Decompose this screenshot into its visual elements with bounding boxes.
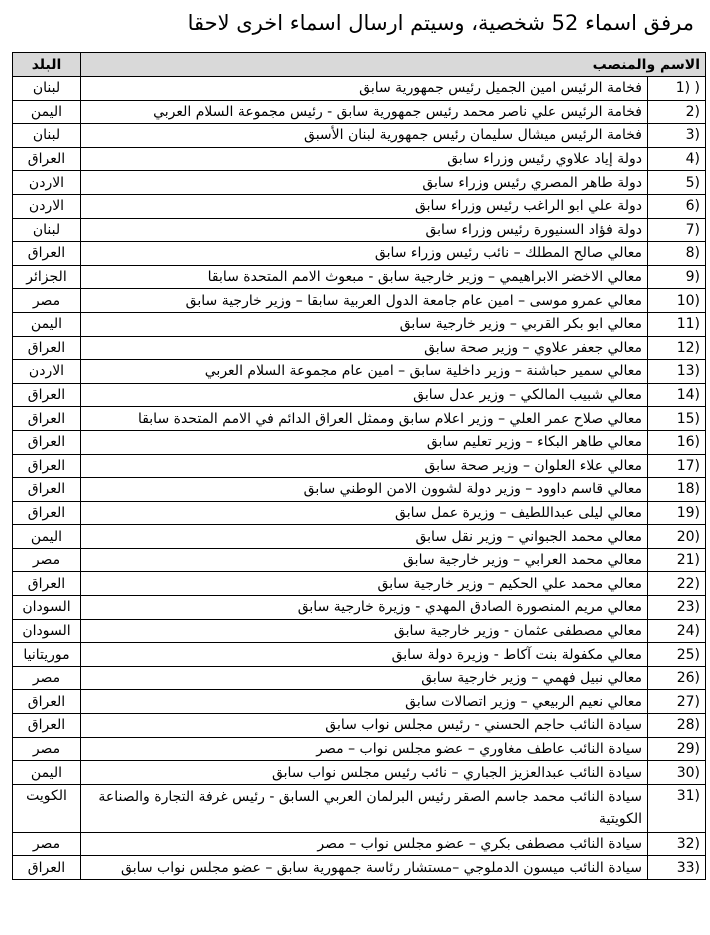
row-country: العراق bbox=[13, 478, 81, 502]
row-number: 16) bbox=[648, 430, 706, 454]
row-number: 10) bbox=[648, 289, 706, 313]
table-row bbox=[13, 430, 706, 454]
row-number: 6) bbox=[648, 194, 706, 218]
row-number: 28) bbox=[648, 714, 706, 738]
row-country: العراق bbox=[13, 336, 81, 360]
row-name-position: معالي شبيب المالكي – وزير عدل سابق bbox=[81, 383, 648, 407]
row-number: 7) bbox=[648, 218, 706, 242]
row-country: السودان bbox=[13, 596, 81, 620]
row-name-position: معالي صلاح عمر العلي – وزير اعلام سابق وممثل العراق الدائم في الامم المتحدة سابقا bbox=[81, 407, 648, 431]
table-row bbox=[13, 832, 706, 856]
row-number: 24) bbox=[648, 619, 706, 643]
row-number: 27) bbox=[648, 690, 706, 714]
row-name-position: دولة إياد علاوي رئيس وزراء سابق bbox=[81, 147, 648, 171]
row-number: 33) bbox=[648, 856, 706, 880]
row-name-position: معالي نعيم الربيعي – وزير اتصالات سابق bbox=[81, 690, 648, 714]
row-country: العراق bbox=[13, 572, 81, 596]
row-country: اليمن bbox=[13, 525, 81, 549]
row-country: مصر bbox=[13, 548, 81, 572]
row-name-position: معالي عمرو موسى – امين عام جامعة الدول العربية سابقا – وزير خارجية سابق bbox=[81, 289, 648, 313]
row-number: 5) bbox=[648, 171, 706, 195]
row-number: 12) bbox=[648, 336, 706, 360]
row-name-position: فخامة الرئيس امين الجميل رئيس جمهورية سابق bbox=[81, 77, 648, 101]
row-name-position: سيادة النائب ميسون الدملوجي –مستشار رئاسة جمهورية سابق – عضو مجلس نواب سابق bbox=[81, 856, 648, 880]
row-country: الكويت bbox=[13, 784, 81, 832]
row-number: 21) bbox=[648, 548, 706, 572]
table-row bbox=[13, 666, 706, 690]
table-row bbox=[13, 714, 706, 738]
row-country: العراق bbox=[13, 242, 81, 266]
table-row bbox=[13, 478, 706, 502]
row-country: العراق bbox=[13, 690, 81, 714]
row-name-position: معالي صالح المطلك – نائب رئيس وزراء سابق bbox=[81, 242, 648, 266]
row-number: 20) bbox=[648, 525, 706, 549]
row-name-position: معالي مكفولة بنت آكاط - وزيرة دولة سابق bbox=[81, 643, 648, 667]
row-number: 25) bbox=[648, 643, 706, 667]
table-row bbox=[13, 100, 706, 124]
row-name-position: معالي سمير حباشنة – وزير داخلية سابق – امين عام مجموعة السلام العربي bbox=[81, 360, 648, 384]
row-number: 18) bbox=[648, 478, 706, 502]
row-name-position: سيادة النائب عبدالعزيز الجباري – نائب رئيس مجلس نواب سابق bbox=[81, 761, 648, 785]
table-row bbox=[13, 737, 706, 761]
table-row bbox=[13, 784, 706, 832]
row-number: 26) bbox=[648, 666, 706, 690]
table-row bbox=[13, 525, 706, 549]
row-name-position: معالي الاخضر الابراهيمي – وزير خارجية سابق - مبعوث الامم المتحدة سابقا bbox=[81, 265, 648, 289]
row-name-position: معالي مريم المنصورة الصادق المهدي - وزيرة خارجية سابق bbox=[81, 596, 648, 620]
row-country: اليمن bbox=[13, 100, 81, 124]
table-row bbox=[13, 690, 706, 714]
row-name-position: معالي محمد علي الحكيم – وزير خارجية سابق bbox=[81, 572, 648, 596]
row-country: مصر bbox=[13, 666, 81, 690]
row-name-position: معالي طاهر البكاء – وزير تعليم سابق bbox=[81, 430, 648, 454]
row-number: 4) bbox=[648, 147, 706, 171]
row-name-position: معالي محمد العرابي – وزير خارجية سابق bbox=[81, 548, 648, 572]
table-row bbox=[13, 336, 706, 360]
row-name-position: دولة طاهر المصري رئيس وزراء سابق bbox=[81, 171, 648, 195]
row-country: لبنان bbox=[13, 77, 81, 101]
row-country: العراق bbox=[13, 501, 81, 525]
table-row bbox=[13, 619, 706, 643]
row-country: موريتانيا bbox=[13, 643, 81, 667]
table-row bbox=[13, 643, 706, 667]
row-number: 13) bbox=[648, 360, 706, 384]
row-country: العراق bbox=[13, 407, 81, 431]
row-number: 31) bbox=[648, 784, 706, 832]
row-number: 29) bbox=[648, 737, 706, 761]
header-name-position: الاسم والمنصب bbox=[81, 53, 706, 77]
row-name-position: معالي مصطفى عثمان - وزير خارجية سابق bbox=[81, 619, 648, 643]
row-name-position: معالي علاء العلوان – وزير صحة سابق bbox=[81, 454, 648, 478]
row-number: 3) bbox=[648, 124, 706, 148]
row-country: السودان bbox=[13, 619, 81, 643]
row-name-position: معالي نبيل فهمي – وزير خارجية سابق bbox=[81, 666, 648, 690]
row-country: العراق bbox=[13, 714, 81, 738]
row-name-position: دولة فؤاد السنيورة رئيس وزراء سابق bbox=[81, 218, 648, 242]
table-row bbox=[13, 407, 706, 431]
table-row bbox=[13, 77, 706, 101]
table-row bbox=[13, 242, 706, 266]
row-country: العراق bbox=[13, 430, 81, 454]
row-country: مصر bbox=[13, 832, 81, 856]
table-row bbox=[13, 265, 706, 289]
table-row bbox=[13, 289, 706, 313]
row-name-position: معالي قاسم داوود – وزير دولة لشوون الامن الوطني سابق bbox=[81, 478, 648, 502]
row-number: 32) bbox=[648, 832, 706, 856]
table-row bbox=[13, 360, 706, 384]
table-row bbox=[13, 383, 706, 407]
table-row bbox=[13, 761, 706, 785]
row-number: 19) bbox=[648, 501, 706, 525]
row-name-position: سيادة النائب مصطفى بكري – عضو مجلس نواب – مصر bbox=[81, 832, 648, 856]
row-name-position: سيادة النائب عاطف مغاوري – عضو مجلس نواب – مصر bbox=[81, 737, 648, 761]
row-number: 8) bbox=[648, 242, 706, 266]
row-country: الاردن bbox=[13, 194, 81, 218]
row-country: العراق bbox=[13, 383, 81, 407]
row-country: اليمن bbox=[13, 312, 81, 336]
row-country: مصر bbox=[13, 289, 81, 313]
table-row bbox=[13, 147, 706, 171]
row-number: 15) bbox=[648, 407, 706, 431]
table-row bbox=[13, 171, 706, 195]
row-name-position: دولة علي ابو الراغب رئيس وزراء سابق bbox=[81, 194, 648, 218]
row-number: 2) bbox=[648, 100, 706, 124]
table-row bbox=[13, 572, 706, 596]
row-number: 11) bbox=[648, 312, 706, 336]
row-name-position: فخامة الرئيس علي ناصر محمد رئيس جمهورية سابق - رئيس مجموعة السلام العربي bbox=[81, 100, 648, 124]
personalities-table bbox=[12, 52, 706, 880]
row-country: مصر bbox=[13, 737, 81, 761]
row-country: العراق bbox=[13, 454, 81, 478]
table-row bbox=[13, 501, 706, 525]
table-row bbox=[13, 856, 706, 880]
row-number: 23) bbox=[648, 596, 706, 620]
row-country: العراق bbox=[13, 147, 81, 171]
row-name-position: سيادة النائب محمد جاسم الصقر رئيس البرلمان العربي السابق - رئيس غرفة التجارة والصناعة الكويتية bbox=[81, 784, 648, 832]
row-country: الاردن bbox=[13, 171, 81, 195]
row-country: الجزائر bbox=[13, 265, 81, 289]
row-name-position: معالي ليلى عبداللطيف – وزيرة عمل سابق bbox=[81, 501, 648, 525]
row-country: لبنان bbox=[13, 124, 81, 148]
row-country: الاردن bbox=[13, 360, 81, 384]
document-title: مرفق اسماء 52 شخصية، وسيتم ارسال اسماء اخرى لاحقا bbox=[187, 11, 694, 35]
row-number: 9) bbox=[648, 265, 706, 289]
table-row bbox=[13, 124, 706, 148]
row-name-position: فخامة الرئيس ميشال سليمان رئيس جمهورية لبنان الأسبق bbox=[81, 124, 648, 148]
table-body bbox=[13, 77, 706, 880]
row-country: العراق bbox=[13, 856, 81, 880]
row-country: لبنان bbox=[13, 218, 81, 242]
table-header-row bbox=[13, 53, 706, 77]
row-country: اليمن bbox=[13, 761, 81, 785]
row-number: 1) ) bbox=[648, 77, 706, 101]
row-name-position: معالي محمد الجبواني – وزير نقل سابق bbox=[81, 525, 648, 549]
row-name-position: سيادة النائب حاجم الحسني - رئيس مجلس نواب سابق bbox=[81, 714, 648, 738]
table-row bbox=[13, 548, 706, 572]
header-country: البلد bbox=[13, 53, 81, 77]
table-row bbox=[13, 596, 706, 620]
table-row bbox=[13, 454, 706, 478]
row-number: 30) bbox=[648, 761, 706, 785]
table-row bbox=[13, 218, 706, 242]
table-row bbox=[13, 312, 706, 336]
table-row bbox=[13, 194, 706, 218]
row-number: 14) bbox=[648, 383, 706, 407]
row-name-position: معالي ابو بكر القربي – وزير خارجية سابق bbox=[81, 312, 648, 336]
row-number: 22) bbox=[648, 572, 706, 596]
row-name-position: معالي جعفر علاوي – وزير صحة سابق bbox=[81, 336, 648, 360]
row-number: 17) bbox=[648, 454, 706, 478]
